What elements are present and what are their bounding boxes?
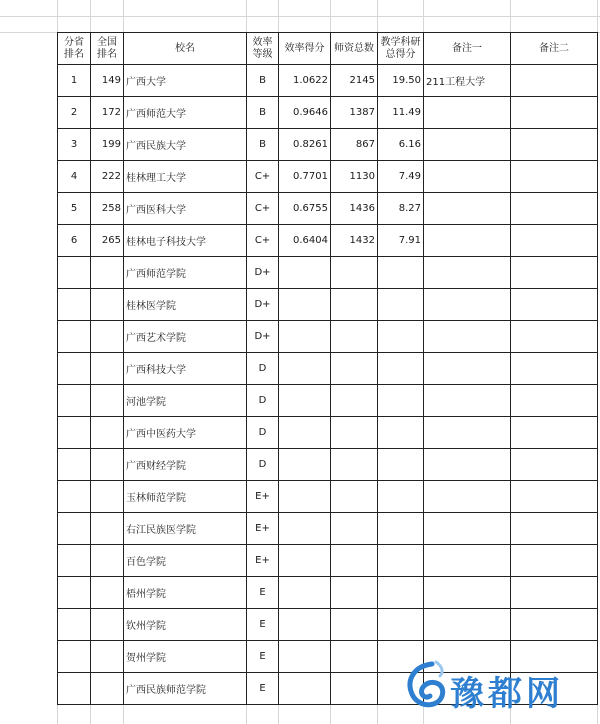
cell-note1[interactable] [424,97,511,129]
cell-school[interactable]: 广西师范大学 [124,97,247,129]
table-header-row [58,33,598,65]
cell-note1[interactable] [424,481,511,513]
table-row [58,513,598,545]
cell-school[interactable]: 桂林电子科技大学 [124,225,247,257]
header-research[interactable]: 教学科研总得分 [378,33,424,65]
cell-school[interactable]: 广西科技大学 [124,353,247,385]
cell-nat-rank[interactable]: 258 [91,193,124,225]
swirl-logo-icon [402,658,450,714]
cell-note2[interactable] [511,225,598,257]
cell-research[interactable] [378,481,424,513]
cell-grade[interactable]: B [247,97,279,129]
cell-note2[interactable] [511,97,598,129]
cell-faculty[interactable]: 2145 [331,65,378,97]
cell-note1[interactable] [424,513,511,545]
cell-faculty[interactable] [331,385,378,417]
cell-faculty[interactable] [331,673,378,705]
cell-note2[interactable] [511,545,598,577]
cell-note1[interactable] [424,193,511,225]
cell-note1[interactable] [424,225,511,257]
cell-nat-rank[interactable] [91,385,124,417]
cell-grade[interactable]: B [247,129,279,161]
table-row [58,129,598,161]
cell-score[interactable] [279,257,331,289]
cell-score[interactable]: 0.6755 [279,193,331,225]
cell-note1[interactable] [424,417,511,449]
table-row [58,417,598,449]
cell-research[interactable] [378,385,424,417]
table-row [58,449,598,481]
cell-school[interactable]: 广西大学 [124,65,247,97]
cell-note2[interactable] [511,449,598,481]
cell-school[interactable]: 广西医科大学 [124,193,247,225]
cell-note2[interactable] [511,385,598,417]
cell-grade[interactable]: E [247,609,279,641]
cell-note1[interactable] [424,321,511,353]
cell-faculty[interactable] [331,449,378,481]
cell-faculty[interactable] [331,417,378,449]
cell-nat-rank[interactable] [91,481,124,513]
cell-grade[interactable]: C+ [247,225,279,257]
cell-faculty[interactable] [331,513,378,545]
cell-prov-rank[interactable] [58,545,91,577]
table-row [58,193,598,225]
table-row [58,385,598,417]
cell-nat-rank[interactable] [91,417,124,449]
cell-school[interactable]: 桂林理工大学 [124,161,247,193]
cell-research[interactable] [378,321,424,353]
header-grade[interactable]: 效率等级 [247,33,279,65]
cell-score[interactable] [279,577,331,609]
table-row [58,609,598,641]
cell-score[interactable] [279,545,331,577]
cell-prov-rank[interactable]: 1 [58,65,91,97]
cell-grade[interactable]: C+ [247,193,279,225]
cell-grade[interactable]: E+ [247,481,279,513]
cell-school[interactable]: 广西中医药大学 [124,417,247,449]
cell-grade[interactable]: E [247,577,279,609]
table-row [58,257,598,289]
cell-faculty[interactable]: 1432 [331,225,378,257]
cell-nat-rank[interactable] [91,577,124,609]
cell-score[interactable] [279,417,331,449]
cell-faculty[interactable] [331,609,378,641]
cell-prov-rank[interactable] [58,385,91,417]
cell-nat-rank[interactable]: 199 [91,129,124,161]
cell-grade[interactable]: D+ [247,321,279,353]
cell-school[interactable]: 贺州学院 [124,641,247,673]
cell-note2[interactable] [511,129,598,161]
cell-grade[interactable]: B [247,65,279,97]
cell-note1[interactable] [424,257,511,289]
cell-score[interactable]: 0.8261 [279,129,331,161]
header-school[interactable]: 校名 [124,33,247,65]
cell-research[interactable]: 7.49 [378,161,424,193]
header-nat-rank[interactable]: 全国排名 [91,33,124,65]
cell-research[interactable]: 7.91 [378,225,424,257]
cell-school[interactable]: 广西财经学院 [124,449,247,481]
cell-prov-rank[interactable]: 6 [58,225,91,257]
cell-nat-rank[interactable] [91,353,124,385]
table-row [58,321,598,353]
table-row [58,225,598,257]
table-row [58,353,598,385]
cell-note2[interactable] [511,65,598,97]
cell-note2[interactable] [511,513,598,545]
cell-note1[interactable] [424,545,511,577]
cell-faculty[interactable]: 1436 [331,193,378,225]
cell-score[interactable] [279,673,331,705]
cell-note2[interactable] [511,257,598,289]
cell-grade[interactable]: D+ [247,289,279,321]
cell-note2[interactable] [511,417,598,449]
cell-nat-rank[interactable]: 149 [91,65,124,97]
cell-score[interactable] [279,289,331,321]
cell-research[interactable] [378,289,424,321]
cell-note1[interactable] [424,129,511,161]
cell-school[interactable]: 广西艺术学院 [124,321,247,353]
cell-score[interactable]: 0.9646 [279,97,331,129]
site-watermark [402,658,592,714]
table-row [58,161,598,193]
cell-school[interactable]: 广西民族师范学院 [124,673,247,705]
cell-note2[interactable] [511,161,598,193]
cell-school[interactable]: 梧州学院 [124,577,247,609]
cell-note1[interactable] [424,161,511,193]
cell-school[interactable]: 玉林师范学院 [124,481,247,513]
cell-nat-rank[interactable] [91,641,124,673]
cell-research[interactable]: 8.27 [378,193,424,225]
cell-school[interactable]: 广西民族大学 [124,129,247,161]
watermark-text: 豫都网 [450,674,564,714]
cell-note1[interactable] [424,449,511,481]
cell-score[interactable] [279,513,331,545]
cell-nat-rank[interactable]: 265 [91,225,124,257]
cell-nat-rank[interactable]: 222 [91,161,124,193]
cell-research[interactable] [378,513,424,545]
cell-research[interactable] [378,609,424,641]
cell-grade[interactable]: E [247,673,279,705]
header-prov-rank[interactable]: 分省排名 [58,33,91,65]
cell-nat-rank[interactable] [91,257,124,289]
cell-school[interactable]: 钦州学院 [124,609,247,641]
cell-faculty[interactable] [331,481,378,513]
cell-nat-rank[interactable] [91,321,124,353]
cell-nat-rank[interactable] [91,673,124,705]
cell-prov-rank[interactable] [58,609,91,641]
cell-prov-rank[interactable] [58,641,91,673]
cell-note2[interactable] [511,193,598,225]
cell-school[interactable]: 右江民族医学院 [124,513,247,545]
cell-school[interactable]: 桂林医学院 [124,289,247,321]
cell-note1[interactable] [424,609,511,641]
cell-faculty[interactable] [331,577,378,609]
cell-prov-rank[interactable] [58,257,91,289]
cell-note1[interactable] [424,577,511,609]
cell-prov-rank[interactable] [58,513,91,545]
table-row [58,481,598,513]
cell-grade[interactable]: D [247,417,279,449]
cell-grade[interactable]: E [247,641,279,673]
cell-research[interactable]: 11.49 [378,97,424,129]
cell-score[interactable]: 0.7701 [279,161,331,193]
cell-prov-rank[interactable]: 2 [58,97,91,129]
cell-research[interactable] [378,545,424,577]
cell-grade[interactable]: E+ [247,545,279,577]
cell-school[interactable]: 广西师范学院 [124,257,247,289]
cell-score[interactable] [279,321,331,353]
grid-row-line [0,16,600,17]
cell-note1[interactable] [424,289,511,321]
table-row [58,97,598,129]
cell-prov-rank[interactable] [58,577,91,609]
cell-prov-rank[interactable]: 4 [58,161,91,193]
cell-faculty[interactable] [331,353,378,385]
cell-nat-rank[interactable] [91,609,124,641]
header-note2[interactable]: 备注二 [511,33,598,65]
table-row [58,289,598,321]
cell-research[interactable] [378,449,424,481]
table-body [58,65,598,705]
cell-prov-rank[interactable]: 5 [58,193,91,225]
cell-grade[interactable]: D+ [247,257,279,289]
cell-research[interactable] [378,257,424,289]
cell-note2[interactable] [511,481,598,513]
cell-school[interactable]: 河池学院 [124,385,247,417]
cell-nat-rank[interactable] [91,513,124,545]
cell-research[interactable] [378,353,424,385]
cell-faculty[interactable] [331,257,378,289]
cell-note2[interactable] [511,577,598,609]
cell-research[interactable] [378,577,424,609]
header-score[interactable]: 效率得分 [279,33,331,65]
cell-note2[interactable] [511,353,598,385]
cell-prov-rank[interactable] [58,449,91,481]
cell-score[interactable]: 0.6404 [279,225,331,257]
cell-score[interactable]: 1.0622 [279,65,331,97]
cell-score[interactable] [279,449,331,481]
table-row [58,545,598,577]
cell-faculty[interactable] [331,289,378,321]
cell-note2[interactable] [511,609,598,641]
cell-research[interactable]: 6.16 [378,129,424,161]
cell-prov-rank[interactable]: 3 [58,129,91,161]
cell-note1[interactable] [424,353,511,385]
cell-grade[interactable]: C+ [247,161,279,193]
header-faculty[interactable]: 师资总数 [331,33,378,65]
cell-faculty[interactable] [331,321,378,353]
cell-faculty[interactable] [331,641,378,673]
cell-score[interactable] [279,641,331,673]
cell-note1[interactable] [424,385,511,417]
table-row [58,577,598,609]
cell-prov-rank[interactable] [58,321,91,353]
cell-faculty[interactable] [331,545,378,577]
cell-score[interactable] [279,353,331,385]
cell-prov-rank[interactable] [58,673,91,705]
header-note1[interactable]: 备注一 [424,33,511,65]
table-row [58,65,598,97]
cell-research[interactable] [378,417,424,449]
cell-faculty[interactable]: 1130 [331,161,378,193]
cell-faculty[interactable]: 1387 [331,97,378,129]
cell-prov-rank[interactable] [58,481,91,513]
cell-prov-rank[interactable] [58,417,91,449]
cell-nat-rank[interactable] [91,545,124,577]
cell-prov-rank[interactable] [58,353,91,385]
cell-research[interactable]: 19.50 [378,65,424,97]
cell-nat-rank[interactable] [91,449,124,481]
cell-faculty[interactable]: 867 [331,129,378,161]
cell-grade[interactable]: D [247,385,279,417]
cell-grade[interactable]: D [247,449,279,481]
cell-score[interactable] [279,481,331,513]
cell-grade[interactable]: D [247,353,279,385]
cell-nat-rank[interactable]: 172 [91,97,124,129]
cell-note1[interactable]: 211工程大学 [424,65,511,97]
cell-score[interactable] [279,385,331,417]
cell-score[interactable] [279,609,331,641]
cell-school[interactable]: 百色学院 [124,545,247,577]
cell-nat-rank[interactable] [91,289,124,321]
ranking-table [57,32,598,705]
cell-prov-rank[interactable] [58,289,91,321]
cell-note2[interactable] [511,289,598,321]
cell-grade[interactable]: E+ [247,513,279,545]
cell-note2[interactable] [511,321,598,353]
